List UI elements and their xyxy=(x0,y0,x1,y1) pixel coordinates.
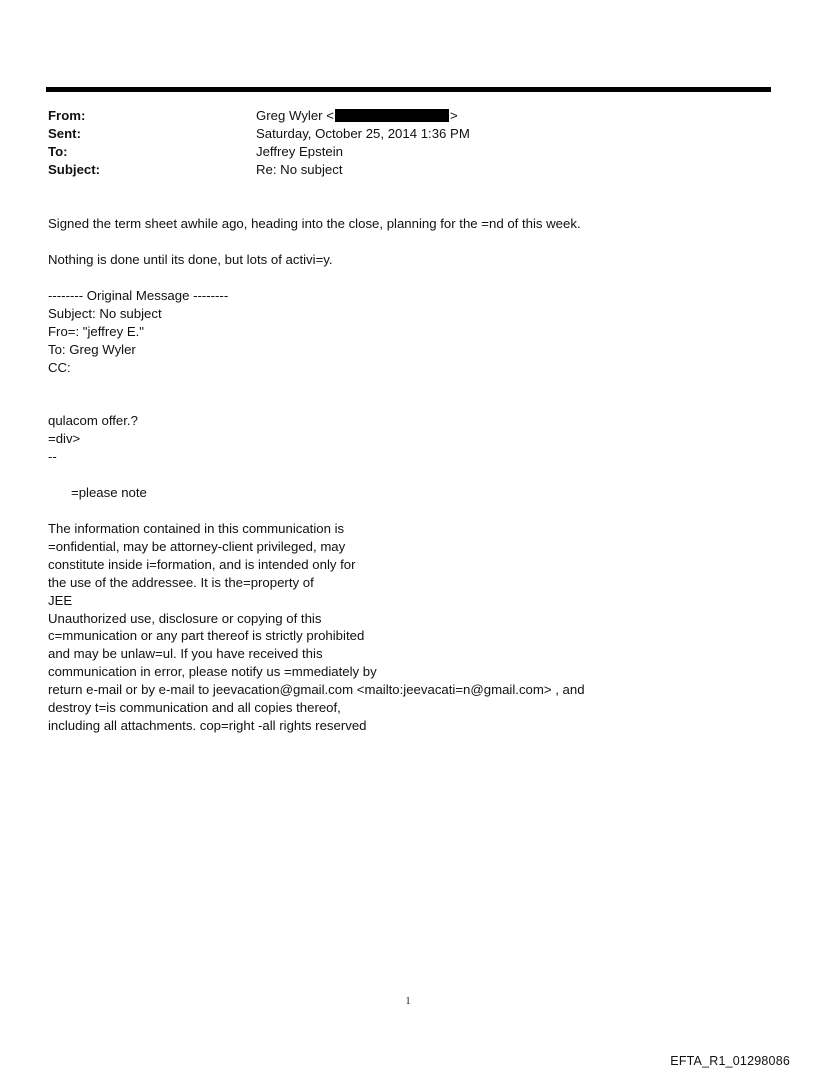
bates-number: EFTA_R1_01298086 xyxy=(670,1054,790,1068)
original-line: -------- Original Message -------- xyxy=(48,288,229,303)
to-label: To: xyxy=(48,144,68,159)
disclaimer-line: c=mmunication or any part thereof is strictly prohibited xyxy=(48,628,365,644)
subject-value: Re: No subject xyxy=(256,162,343,177)
original-message-block xyxy=(48,287,228,377)
body-paragraph-2: Nothing is done until its done, but lots of activi=y. xyxy=(48,252,333,267)
from-label: From: xyxy=(48,108,86,123)
please-note: =please note xyxy=(71,485,147,500)
quoted-line: -- xyxy=(48,448,57,464)
disclaimer-line: including all attachments. cop=right -all rights reserved xyxy=(48,717,367,733)
from-close: > xyxy=(449,108,458,123)
disclaimer-line: return e-mail or by e-mail to jeevacation@gmail.com <mailto:jeevacati=n@gmail.com> , and xyxy=(48,682,585,698)
original-line: Fro=: "jeffrey E." xyxy=(48,323,144,339)
original-line: Subject: No subject xyxy=(48,305,162,321)
disclaimer-line: destroy t=is communication and all copies thereof, xyxy=(48,700,341,716)
page-number: 1 xyxy=(405,996,411,1007)
quoted-block xyxy=(48,412,138,466)
disclaimer-line: =onfidential, may be attorney-client privileged, may xyxy=(48,538,346,554)
from-name: Greg Wyler < xyxy=(256,108,334,123)
disclaimer-line: constitute inside i=formation, and is intended only for xyxy=(48,556,356,572)
from-value xyxy=(256,107,458,125)
original-line: CC: xyxy=(48,359,71,375)
disclaimer-block xyxy=(48,520,585,735)
disclaimer-line: the use of the addressee. It is the=property of xyxy=(48,574,314,590)
disclaimer-line: Unauthorized use, disclosure or copying of this xyxy=(48,610,322,626)
original-line: To: Greg Wyler xyxy=(48,341,136,357)
header-rule xyxy=(46,87,771,92)
disclaimer-line: The information contained in this communication is xyxy=(48,521,345,536)
subject-label: Subject: xyxy=(48,162,101,177)
redaction-bar xyxy=(335,109,449,122)
disclaimer-line: communication in error, please notify us =mmediately by xyxy=(48,664,377,680)
body-paragraph-1: Signed the term sheet awhile ago, heading into the close, planning for the =nd of this week. xyxy=(48,216,581,231)
sent-label: Sent: xyxy=(48,126,81,141)
disclaimer-line: and may be unlaw=ul. If you have received this xyxy=(48,646,323,662)
quoted-line: =div> xyxy=(48,430,81,446)
sent-value: Saturday, October 25, 2014 1:36 PM xyxy=(256,126,470,141)
disclaimer-line: JEE xyxy=(48,592,73,608)
to-value: Jeffrey Epstein xyxy=(256,144,343,159)
quoted-line: qulacom offer.? xyxy=(48,413,138,428)
